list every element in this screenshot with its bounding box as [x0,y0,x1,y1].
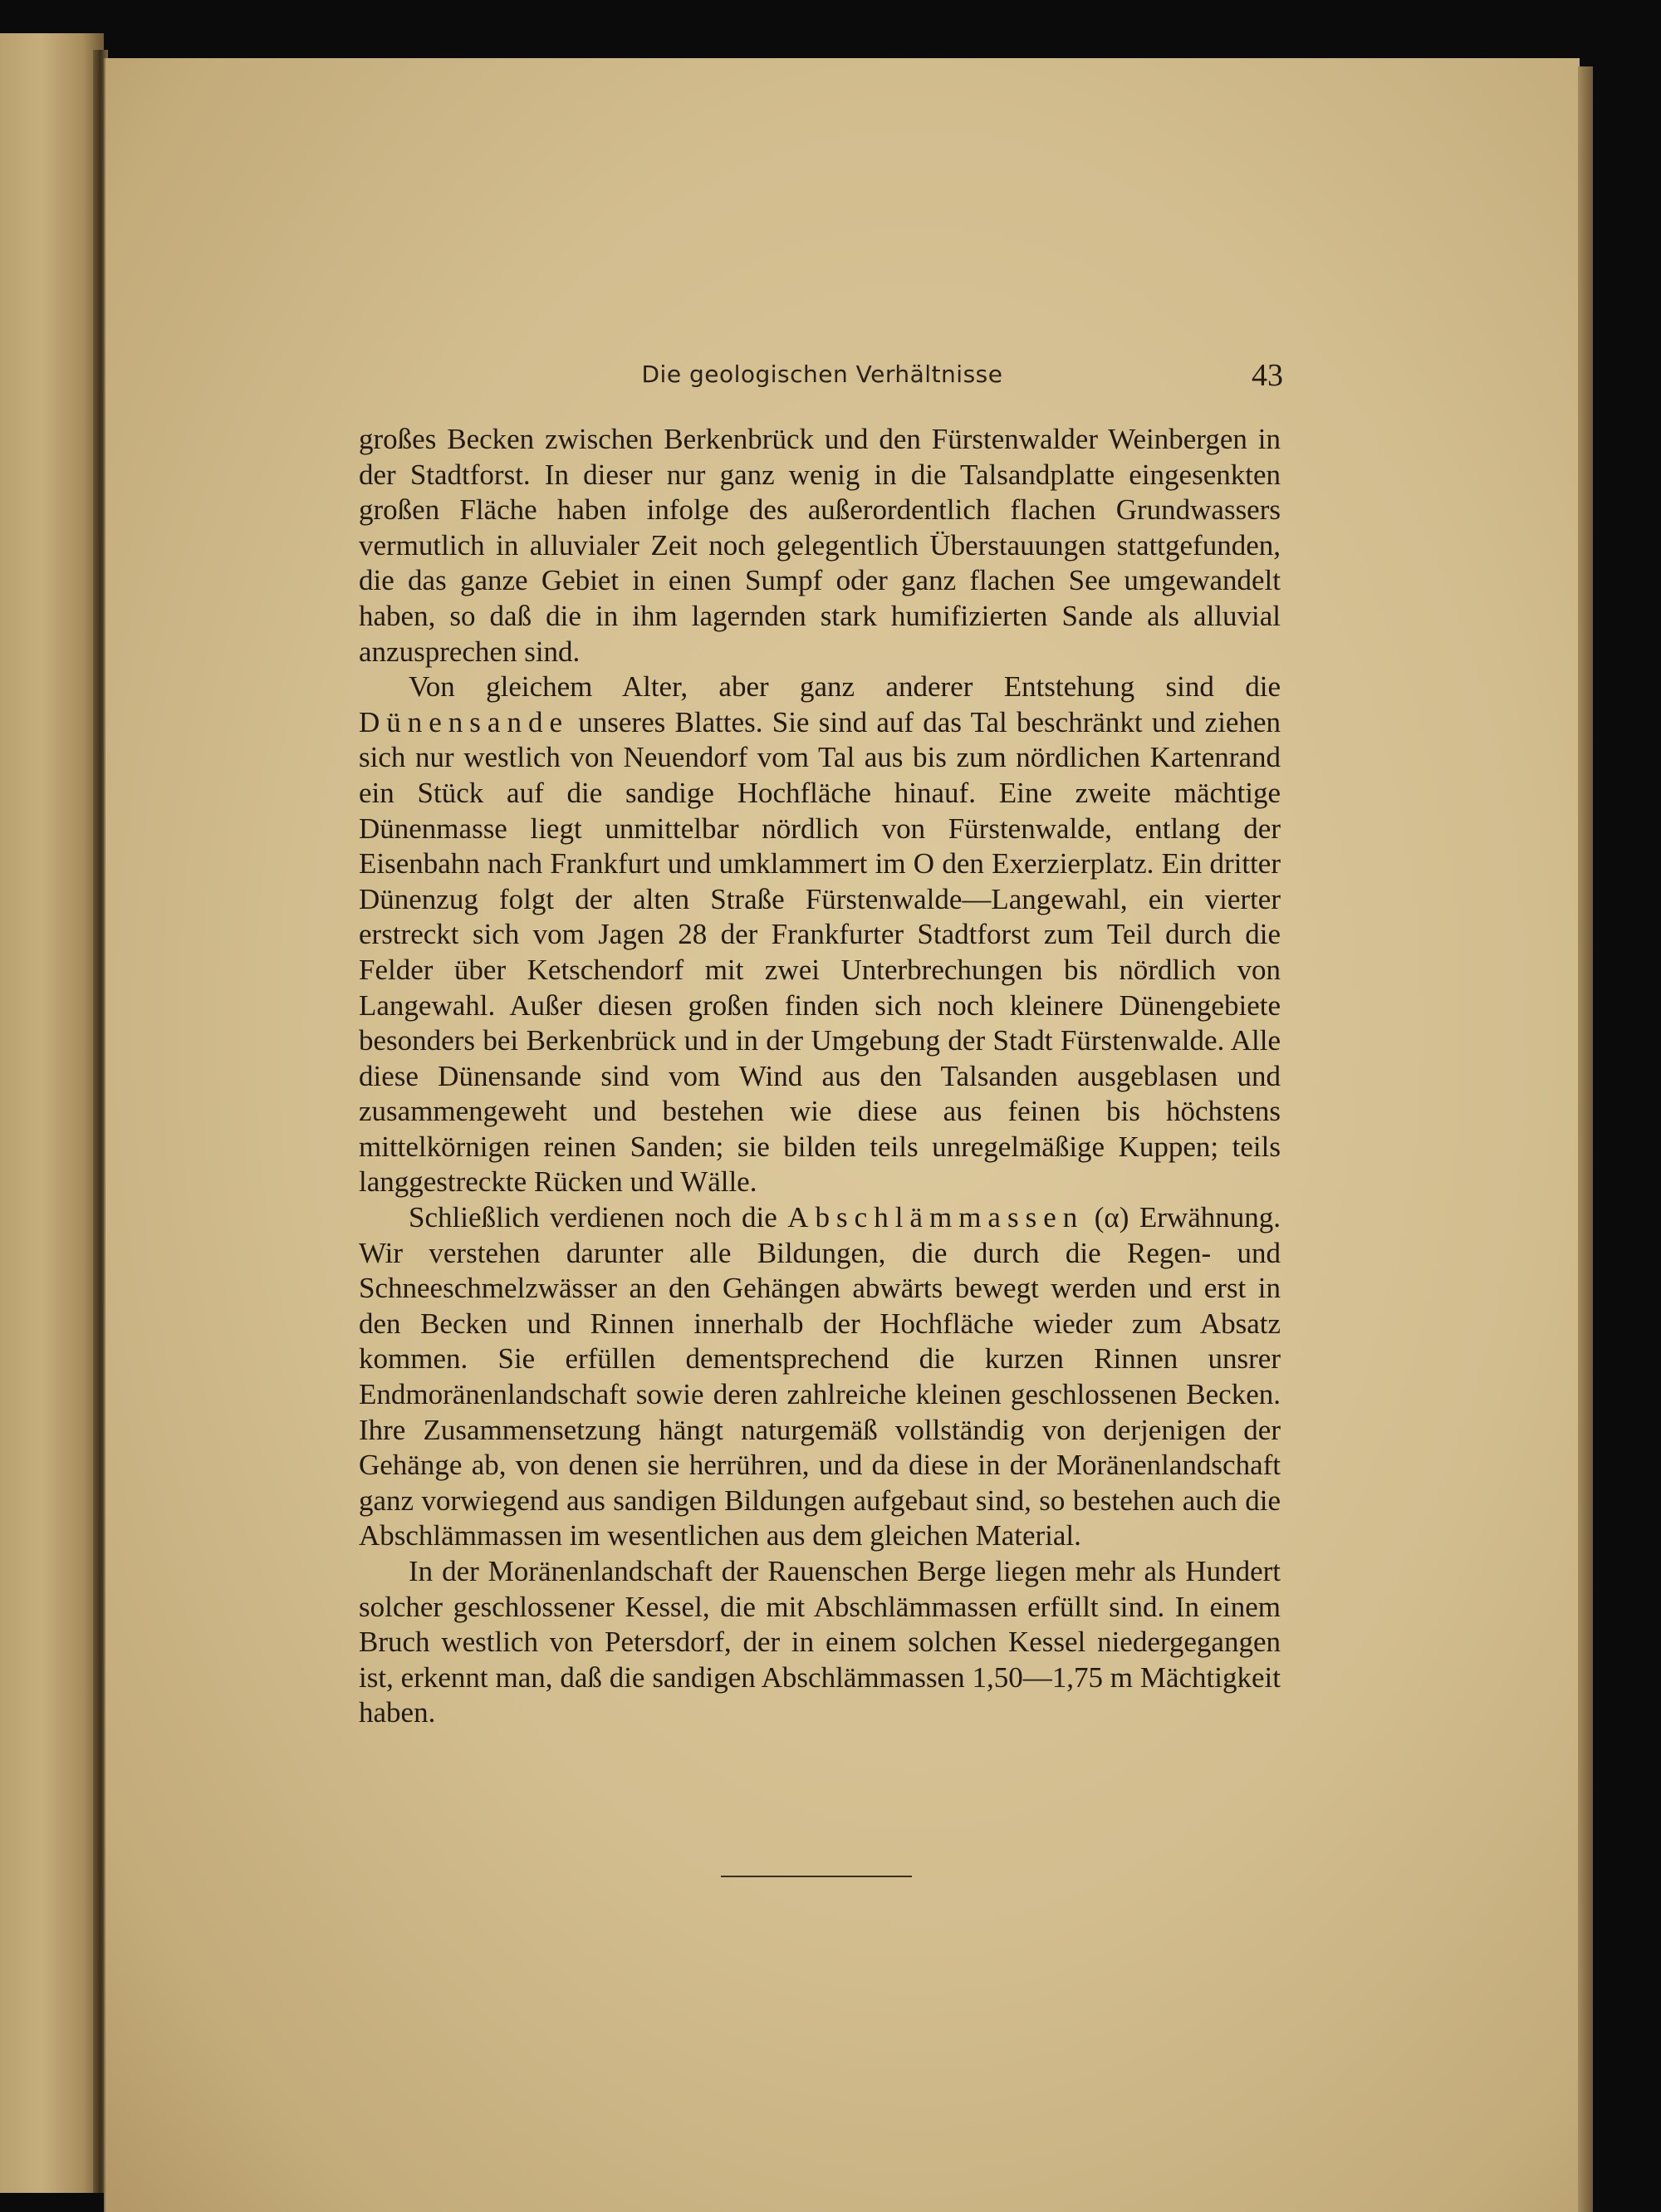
paragraph-2-rest: unseres Blattes. Sie sind auf das Tal beschränkt und ziehen sich nur westlich von Neuendorf vom Tal aus bis zum nördlichen Kartenrand ein Stück auf die sandige Hochfläche hinauf. Eine zweite mächtige Dünenmasse liegt unmittelbar nördlich von Fürstenwalde, entlang der Eisenbahn nach Frankfurt und umklammert im O den Exerzierplatz. Ein dritter Dünenzug folgt der alten Straße Fürstenwalde—Langewahl, ein vierter erstreckt sich vom Jagen 28 der Frankfurter Stadtforst zum Teil durch die Felder über Ketschendorf mit zwei Unterbrechungen bis nördlich von Langewahl. Außer diesen großen finden sich noch kleinere Dünengebiete besonders bei Berkenbrück und in der Umgebung der Stadt Fürstenwalde. Alle diese Dünensande sind vom Wind aus den Talsanden ausgeblasen und zusammengeweht und bestehen wie diese aus feinen bis höchstens mittelkörnigen reinen Sanden; sie bilden teils unregelmäßige Kuppen; teils langgestreckte Rücken und Wälle. [359,705,1281,1199]
term-abschlaemmassen: Abschlämmassen [787,1201,1085,1234]
paragraph-4: In der Moränenlandschaft der Rauenschen Berge liegen mehr als Hundert solcher geschlossener Kessel, die mit Abschlämmassen erfüllt sind. In einem Bruch westlich von Petersdorf, der in einem solchen Kessel niedergegangen ist, erkennt man, daß die sandigen Abschlämmassen 1,50—1,75 m Mächtigkeit haben. [359,1555,1281,1729]
paragraph-3 [359,1200,1281,1554]
end-rule [721,1876,912,1877]
running-title: Die geologischen Verhältnisse [641,360,1003,388]
paragraph-3-start: Schließlich verdienen noch die [409,1201,788,1234]
paragraph-2-start: Von gleichem Alter, aber ganz anderer Entstehung sind die [409,670,1281,704]
term-duenensande: Dünensande [359,705,570,738]
previous-page-edge [0,33,104,2193]
page-edge-right [1578,66,1593,2212]
page-number: 43 [1252,358,1283,393]
paragraph-2 [359,669,1281,1200]
paragraph-3-rest: (α) Erwähnung. Wir verstehen darunter alle Bildungen, die durch die Regen- und Schneeschmelzwässer an den Gehängen abwärts bewegt werden und erst in den Becken und Rinnen innerhalb der Hochfläche wieder zum Absatz kommen. Sie erfüllen dementsprechend die kurzen Rinnen unsrer Endmoränenlandschaft sowie deren zahlreiche kleinen geschlossenen Becken. Ihre Zusammensetzung hängt naturgemäß vollständig von derjenigen der Gehänge ab, von denen sie herrühren, und da diese in der Moränenlandschaft ganz vorwiegend aus sandigen Bildungen aufgebaut sind, so bestehen auch die Abschlämmassen im wesentlichen aus dem gleichen Material. [359,1201,1281,1552]
page-header [361,359,1283,392]
page-body [359,422,1281,1731]
paragraph-1: großes Becken zwischen Berkenbrück und den Fürstenwalder Weinbergen in der Stadtforst. In dieser nur ganz wenig in die Talsandplatte eingesenkten großen Fläche haben infolge des außerordentlich flachen Grundwassers vermutlich in alluvialer Zeit noch gelegentlich Überstauungen stattgefunden, die das ganze Gebiet in einen Sumpf oder ganz flachen See umgewandelt haben, so daß die in ihm lagernden stark humifizierten Sande als alluvial anzusprechen sind. [359,423,1281,668]
